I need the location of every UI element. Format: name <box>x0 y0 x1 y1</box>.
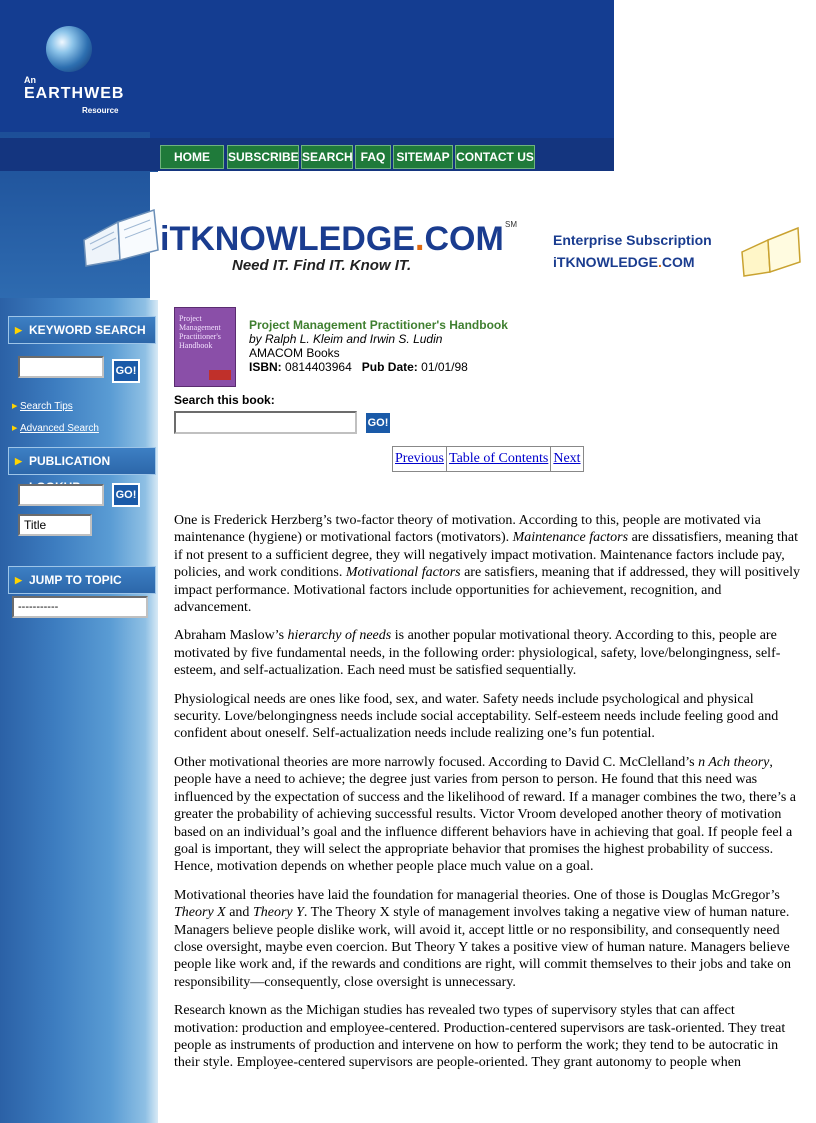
book-cover-image <box>174 307 236 387</box>
search-tips-link[interactable]: ▶ Search Tips <box>20 401 73 412</box>
publication-lookup-input[interactable] <box>18 484 104 506</box>
logo-earthweb-text[interactable]: EARTHWEB <box>24 85 125 102</box>
next-link[interactable]: Next <box>553 451 581 466</box>
keyword-search-input[interactable] <box>18 356 104 378</box>
gold-book-icon <box>740 222 802 278</box>
keyword-go-button[interactable]: GO! <box>112 359 140 383</box>
nav-tab-home[interactable]: HOME <box>160 145 224 169</box>
lookup-type-select[interactable]: Title <box>18 514 92 536</box>
service-mark: SM <box>505 220 517 229</box>
table-of-contents-link[interactable]: Table of Contents <box>447 447 551 471</box>
jump-to-topic-heading: ▶ JUMP TO TOPIC <box>8 566 156 594</box>
logo-an-text: An <box>24 75 36 85</box>
search-book-go-button[interactable]: GO! <box>364 411 392 435</box>
article-body <box>174 512 800 1083</box>
search-book-label: Search this book: <box>174 393 275 407</box>
open-book-icon <box>80 200 160 270</box>
nav-tab-faq[interactable]: FAQ <box>355 145 391 169</box>
publication-lookup-heading: ▶ PUBLICATION <box>8 447 156 475</box>
book-authors: by Ralph L. Kleim and Irwin S. Ludin <box>249 332 443 346</box>
earthweb-globe-logo[interactable] <box>46 26 92 72</box>
nav-tab-subscribe[interactable]: SUBSCRIBE <box>227 145 299 169</box>
paragraph: One is Frederick Herzberg’s two-factor theory of motivation. According to this, people are motivated via maintenance (hygiene) or motivational factors (motivators). Maintenance factors are dissatisfiers, meaning that if not present to a sufficient degree, they will negatively impact motivation. Maintenance factors include pay, policies, and work conditions. Motivational factors are satisfiers, meaning that if addressed, they will positively impact performance. Motivational factors include opportunities for achievement, recognition, and advancement. <box>174 513 801 616</box>
paragraph: Research known as the Michigan studies has revealed two types of supervisory styles that can affect motivation: production and employee-centered. Production-centered supervisors are task-oriented. They treat people as instruments of production and intervene on how to perform the work; they tend to be autocratic in their style. Employee-centered supervisors are people-oriented. They grant autonomy to people when <box>174 1003 786 1071</box>
previous-link[interactable]: Previous <box>393 447 447 471</box>
search-book-input[interactable] <box>174 411 357 434</box>
itknowledge-tagline: Need IT. Find IT. Know IT. <box>232 257 412 274</box>
enterprise-subscription-title[interactable]: Enterprise Subscription <box>553 232 712 248</box>
paragraph: Other motivational theories are more narrowly focused. According to David C. McClelland’s n Ach theory, people have a need to achieve; the degree just varies from person to person. He found that this need was influenced by the expectation of success and the likelihood of reward. If a manager combines the two, there’s a greater the probability of achieving successful results. Victor Vroom developed another theory of motivation based on an individual’s goal and the influence different behaviors have in achieving that goal. If people feel a goal is important, they will select the appropriate behavior that promises the highest probability of success. Hence, motivation depends on whether people place much value on a goal. <box>174 754 796 875</box>
cover-red-band <box>209 370 231 380</box>
nav-tab-sitemap[interactable]: SITEMAP <box>393 145 453 169</box>
page-navigation <box>392 446 584 472</box>
book-publisher: AMACOM Books <box>249 346 340 360</box>
paragraph: Motivational theories have laid the foundation for managerial theories. One of those is Douglas McGregor’s Theory X and Theory Y. The Theory X style of management involves taking a negative view of human nature. Managers believe people dislike work, will avoid it, accept little or no responsibility, and consequently need close oversight, maybe even coercion. But Theory Y takes a positive view of human nature. Managers believe people like work and, if the rewards and conditions are right, will commit themselves to their jobs and take on responsibility—consequently, close oversight is unnecessary. <box>174 887 792 990</box>
book-isbn-line: ISBN: 0814403964 Pub Date: 01/01/98 <box>249 360 468 374</box>
enterprise-brand[interactable]: iTKNOWLEDGE.COM <box>553 254 695 270</box>
jump-to-topic-select[interactable]: ----------- <box>12 596 148 618</box>
paragraph: Abraham Maslow’s hierarchy of needs is another popular motivational theory. According to this, people are motivated by five fundamental needs, in the following order: physiological, safety, love/belongingness, self-esteem, and self-actualization. Each need must be satisfied sequentially. <box>174 628 781 679</box>
keyword-search-heading: ▶ KEYWORD SEARCH <box>8 316 156 344</box>
logo-resource-text: Resource <box>82 106 119 115</box>
book-cover-text: Project Management Practitioner's Handbook <box>179 314 221 350</box>
advanced-search-link[interactable]: ▶ Advanced Search <box>20 423 99 434</box>
book-title: Project Management Practitioner's Handbook <box>249 318 508 332</box>
paragraph: Physiological needs are ones like food, sex, and water. Safety needs include psychological and physical security. Love/belongingness needs include social acceptability. Self-esteem needs include feeling good and confident about oneself. Self-actualization needs include realizing one’s fun potential. <box>174 691 779 742</box>
itknowledge-logo[interactable]: iTKNOWLEDGE.COM <box>160 220 504 258</box>
nav-tab-contact-us[interactable]: CONTACT US <box>455 145 535 169</box>
publication-go-button[interactable]: GO! <box>112 483 140 507</box>
nav-tab-search[interactable]: SEARCH <box>301 145 353 169</box>
